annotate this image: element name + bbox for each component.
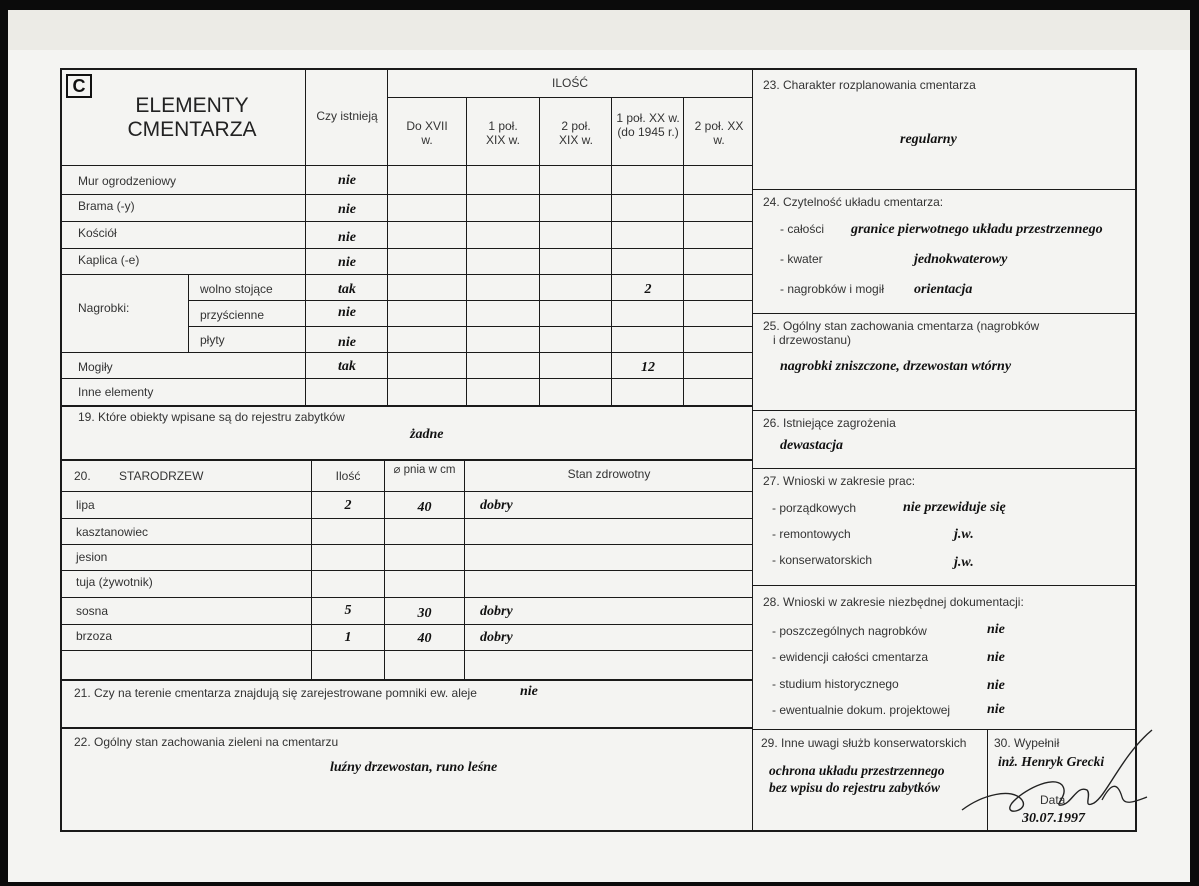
element-label: płyty — [200, 333, 225, 347]
q28-item-value: nie — [987, 678, 1005, 693]
element-label: Inne elementy — [78, 385, 154, 399]
q28-item-label: - ewentualnie dokum. projektowej — [772, 703, 951, 717]
tree-species: brzoza — [76, 629, 113, 643]
q30-date: 30.07.1997 — [1022, 811, 1085, 826]
q23-label: 23. Charakter rozplanowania cmentarza — [763, 78, 976, 92]
q26-value: dewastacja — [780, 438, 843, 453]
paper-top-band — [8, 10, 1190, 50]
exists-value: tak — [338, 359, 356, 374]
q20-health-header: Stan zdrowotny — [567, 467, 651, 481]
exists-value: nie — [338, 335, 356, 350]
q20-title: STARODRZEW — [119, 469, 204, 483]
tree-health: dobry — [480, 630, 513, 645]
q21-value: nie — [520, 684, 538, 699]
q30-date-label: Data — [1040, 793, 1066, 807]
tree-species: jesion — [76, 550, 108, 564]
exists-header: Czy istnieją — [316, 109, 378, 123]
q29-label: 29. Inne uwagi służb konserwatorskich — [761, 736, 967, 750]
q24-item-value: granice pierwotnego układu przestrzennego — [851, 222, 1103, 237]
q25-label-line2: i drzewostanu) — [773, 333, 852, 347]
tree-health: dobry — [480, 498, 513, 513]
elements-title: ELEMENTY CMENTARZA — [127, 94, 257, 141]
element-label: Kaplica (-e) — [78, 253, 140, 267]
q25-value: nagrobki zniszczone, drzewostan wtórny — [780, 359, 1012, 374]
q30-label: 30. Wypełnił — [994, 736, 1060, 750]
q28-item-label: - studium historycznego — [772, 677, 899, 691]
q20-number: 20. — [74, 469, 91, 483]
quantity-value: 2 — [644, 282, 652, 297]
q27-item-label: - remontowych — [772, 527, 851, 541]
period-header: 2 poł. XIX w. — [558, 119, 593, 147]
quantity-header: ILOŚĆ — [551, 76, 588, 90]
element-label: przyścienne — [200, 308, 265, 322]
element-label: Mur ogrodzeniowy — [78, 174, 177, 188]
q30-name: inż. Henryk Grecki — [998, 754, 1105, 769]
q19-value: żadne — [410, 427, 444, 442]
period-header: 1 poł. XX w. (do 1945 r.) — [616, 111, 680, 139]
cemetery-form — [60, 68, 1137, 832]
element-label: wolno stojące — [200, 282, 273, 296]
tree-diameter: 40 — [417, 500, 432, 515]
q22-label: 22. Ogólny stan zachowania zieleni na cmentarzu — [74, 735, 339, 749]
q24-item-label: - kwater — [780, 252, 823, 266]
q28-item-value: nie — [987, 622, 1005, 637]
q20-count-header: Ilość — [335, 469, 361, 483]
tree-species: sosna — [76, 604, 109, 618]
q27-item-value: j.w. — [954, 555, 974, 570]
q27-item-value: nie przewiduje się — [903, 500, 1006, 515]
tree-diameter: 30 — [417, 606, 432, 621]
tree-species: lipa — [76, 498, 95, 512]
exists-value: nie — [338, 255, 356, 270]
period-header: 1 poł. XIX w. — [485, 119, 520, 147]
q28-item-value: nie — [987, 650, 1005, 665]
q25-label-line1: 25. Ogólny stan zachowania cmentarza (nagrobków — [763, 319, 1040, 333]
period-header: 2 poł. XX w. — [694, 119, 744, 147]
q28-label: 28. Wnioski w zakresie niezbędnej dokumentacji: — [763, 595, 1024, 609]
q27-label: 27. Wnioski w zakresie prac: — [763, 474, 916, 488]
q27-item-label: - konserwatorskich — [772, 553, 873, 567]
q27-item-label: - porządkowych — [772, 501, 857, 515]
q27-item-value: j.w. — [954, 527, 974, 542]
q28-item-label: - ewidencji całości cmentarza — [772, 650, 929, 664]
q24-label: 24. Czytelność układu cmentarza: — [763, 195, 944, 209]
q29-value-line1: ochrona układu przestrzennego — [769, 763, 945, 778]
exists-value: nie — [338, 173, 356, 188]
q19-label: 19. Które obiekty wpisane są do rejestru zabytków — [78, 410, 345, 424]
q20-diameter-header: ⌀ pnia w cm — [393, 464, 456, 476]
q22-value: luźny drzewostan, runo leśne — [330, 760, 498, 775]
quantity-value: 12 — [641, 360, 655, 375]
exists-value: tak — [338, 282, 356, 297]
exists-value: nie — [338, 202, 356, 217]
q24-item-value: orientacja — [914, 282, 973, 297]
exists-value: nie — [338, 230, 356, 245]
q29-value-line2: bez wpisu do rejestru zabytków — [769, 780, 941, 795]
section-letter: C — [66, 74, 92, 98]
tree-diameter: 40 — [417, 631, 432, 646]
tree-count: 5 — [344, 603, 352, 618]
q23-value: regularny — [900, 132, 957, 147]
handwritten-signature — [952, 725, 1152, 825]
exists-value: nie — [338, 305, 356, 320]
q24-item-value: jednokwaterowy — [914, 252, 1008, 267]
tree-species: tuja (żywotnik) — [76, 575, 153, 589]
tree-species: kasztanowiec — [76, 525, 149, 539]
q21-label: 21. Czy na terenie cmentarza znajdują się zarejestrowane pomniki ew. aleje — [74, 686, 477, 700]
q24-item-label: - całości — [780, 222, 825, 236]
gravestones-label: Nagrobki: — [78, 301, 130, 315]
q28-item-value: nie — [987, 702, 1005, 717]
tree-count: 1 — [344, 630, 352, 645]
element-label: Mogiły — [78, 360, 113, 374]
period-header: Do XVII w. — [406, 119, 448, 147]
q26-label: 26. Istniejące zagrożenia — [763, 416, 896, 430]
element-label: Kościół — [78, 226, 117, 240]
tree-count: 2 — [344, 498, 352, 513]
q24-item-label: - nagrobków i mogił — [780, 282, 885, 296]
q28-item-label: - poszczególnych nagrobków — [772, 624, 927, 638]
tree-health: dobry — [480, 604, 513, 619]
element-label: Brama (-y) — [78, 199, 135, 213]
